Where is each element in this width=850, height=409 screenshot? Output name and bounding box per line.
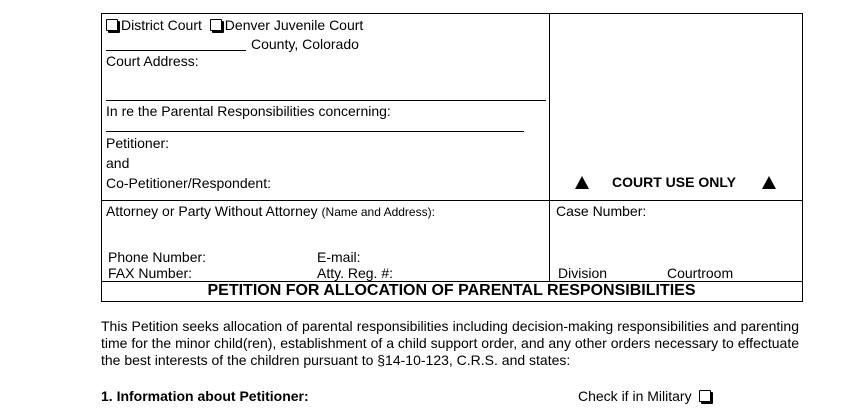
section-1-label: 1. Information about Petitioner: xyxy=(101,388,309,404)
military-label: Check if in Military xyxy=(578,388,692,404)
district-court-label: District Court xyxy=(121,17,202,33)
atty-reg-label: Atty. Reg. #: xyxy=(317,265,393,281)
denver-juvenile-court-checkbox-icon[interactable] xyxy=(210,19,222,31)
division-label: Division xyxy=(558,265,608,281)
courtroom-label: Courtroom xyxy=(667,265,734,281)
email-label: E-mail: xyxy=(317,249,361,265)
attorney-sub-label: (Name and Address): xyxy=(321,205,435,219)
petition-title: PETITION FOR ALLOCATION OF PARENTAL RESPONSIBILITIES xyxy=(207,282,696,299)
and-label: and xyxy=(106,155,130,171)
phone-number-label: Phone Number: xyxy=(108,249,207,265)
petitioner-label: Petitioner: xyxy=(106,135,170,151)
court-selection-row xyxy=(106,17,363,33)
co-petitioner-label: Co-Petitioner/Respondent: xyxy=(106,175,271,191)
caption-column-divider xyxy=(549,13,550,281)
court-address-line[interactable] xyxy=(106,100,546,101)
attorney-section-divider xyxy=(101,200,802,201)
in-re-label: In re the Parental Responsibilities concerning: xyxy=(106,103,391,119)
court-address-label: Court Address: xyxy=(106,53,199,69)
county-name-line[interactable] xyxy=(106,50,246,51)
attorney-label-row xyxy=(106,203,435,220)
fax-number-label: FAX Number: xyxy=(108,265,193,281)
court-use-only-label: COURT USE ONLY xyxy=(612,174,736,190)
case-number-label: Case Number: xyxy=(556,203,647,219)
military-checkbox-icon[interactable] xyxy=(699,390,711,402)
caption-box xyxy=(101,13,803,302)
county-colorado-label: County, Colorado xyxy=(251,36,359,52)
in-re-line[interactable] xyxy=(106,131,524,132)
left-up-triangle-icon xyxy=(575,176,589,189)
intro-paragraph: This Petition seeks allocation of parental responsibilities including decision-making responsibilities and parenting time for the minor child(ren), establishment of a child support order, and any other orders necessary to effectuate the best interests of the children pursuant to §14-10-123, C.R.S. and states: xyxy=(101,318,799,368)
right-up-triangle-icon xyxy=(762,176,776,189)
district-court-checkbox-icon[interactable] xyxy=(106,19,118,31)
denver-juvenile-court-label: Denver Juvenile Court xyxy=(224,17,364,33)
attorney-label: Attorney or Party Without Attorney xyxy=(106,203,318,219)
military-row xyxy=(578,388,714,404)
